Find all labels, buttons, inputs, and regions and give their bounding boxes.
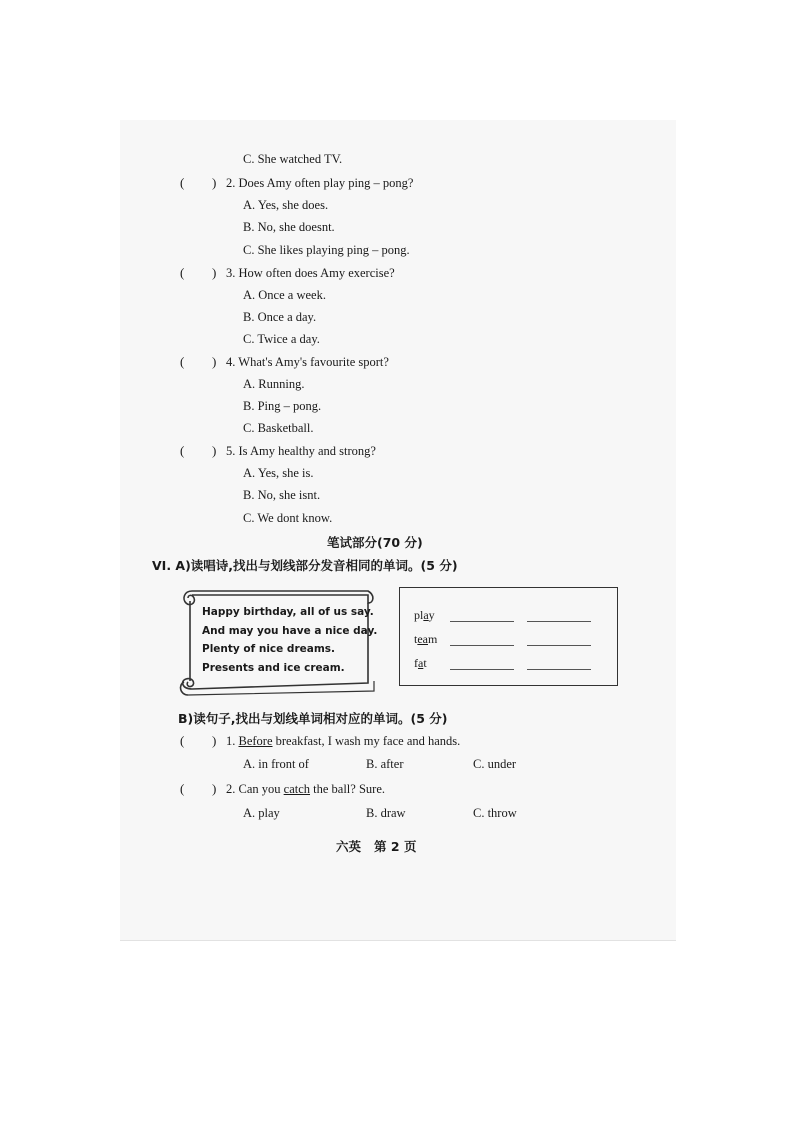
answer-paren-close: )	[212, 781, 217, 796]
word-prefix: pl	[414, 608, 424, 622]
option: C. We dont know.	[243, 511, 333, 525]
answer-blank[interactable]	[527, 621, 591, 622]
answer-paren-open: (	[180, 354, 185, 369]
q1-option-c: C. She watched TV.	[243, 152, 343, 166]
poem-line: Presents and ice cream.	[202, 661, 345, 674]
word-underlined: ea	[417, 632, 428, 646]
answer-paren-open: (	[180, 175, 185, 190]
answer-blank[interactable]	[450, 645, 514, 646]
word-prefix: t	[414, 632, 418, 646]
answer-paren-close: )	[212, 175, 217, 190]
option: B. No, she doesnt.	[243, 220, 335, 234]
answer-paren-open: (	[180, 733, 185, 748]
answer-box	[399, 587, 618, 686]
option: B. Ping – pong.	[243, 399, 322, 413]
answer-paren-open: (	[180, 781, 185, 796]
question-stem: 2. Does Amy often play ping – pong?	[226, 176, 414, 190]
question-stem: 5. Is Amy healthy and strong?	[226, 444, 376, 458]
option: B. draw	[366, 806, 406, 820]
page-footer: 六英 第 2 页	[336, 839, 417, 854]
answer-word-team	[414, 632, 437, 647]
word-suffix: y	[428, 608, 435, 622]
sentence-rest: breakfast, I wash my face and hands.	[272, 734, 461, 748]
option: A. play	[243, 806, 280, 820]
answer-blank[interactable]	[450, 669, 514, 670]
option: A. Yes, she does.	[243, 198, 329, 212]
option: B. after	[366, 757, 404, 771]
answer-paren-close: )	[212, 443, 217, 458]
poem-line: And may you have a nice day.	[202, 624, 378, 637]
question-stem: 3. How often does Amy exercise?	[226, 266, 395, 280]
item-number: 2.	[226, 782, 236, 796]
option: A. Running.	[243, 377, 305, 391]
word-suffix: t	[423, 656, 427, 670]
option: B. No, she isnt.	[243, 488, 321, 502]
option: C. Twice a day.	[243, 332, 320, 346]
option: A. Yes, she is.	[243, 466, 314, 480]
answer-blank[interactable]	[527, 645, 591, 646]
section-vi-heading: VI. A)读唱诗,找出与划线部分发音相同的单词。(5 分)	[152, 558, 458, 573]
sentence-start: Can you	[238, 782, 284, 796]
answer-paren-open: (	[180, 443, 185, 458]
sentence-rest: the ball? Sure.	[310, 782, 385, 796]
underlined-word: Before	[238, 734, 273, 748]
item-number: 1.	[226, 734, 236, 748]
question-stem: 4. What's Amy's favourite sport?	[226, 355, 389, 369]
option: B. Once a day.	[243, 310, 317, 324]
answer-word-play	[414, 608, 435, 623]
answer-blank[interactable]	[450, 621, 514, 622]
answer-paren-open: (	[180, 265, 185, 280]
option: C. She likes playing ping – pong.	[243, 243, 410, 257]
option: C. under	[473, 757, 517, 771]
poem-line: Happy birthday, all of us say.	[202, 606, 374, 618]
word-underlined: a	[418, 656, 424, 670]
option: A. Once a week.	[243, 288, 326, 302]
answer-blank[interactable]	[527, 669, 591, 670]
word-suffix: m	[428, 632, 438, 646]
written-section-title: 笔试部分(70 分)	[327, 535, 423, 550]
poem-line: Plenty of nice dreams.	[202, 643, 336, 655]
poem-scroll	[178, 585, 378, 697]
section-b-heading: B)读句子,找出与划线单词相对应的单词。(5 分)	[178, 711, 448, 726]
word-underlined: a	[423, 608, 429, 622]
option: C. Basketball.	[243, 421, 314, 435]
answer-paren-close: )	[212, 265, 217, 280]
b-item-2-sentence	[226, 782, 385, 797]
word-prefix: f	[414, 656, 418, 670]
poem-text	[202, 603, 377, 677]
option: A. in front of	[243, 757, 309, 771]
b-item-1-sentence	[226, 734, 460, 749]
answer-paren-close: )	[212, 733, 217, 748]
option: C. throw	[473, 806, 517, 820]
answer-paren-close: )	[212, 354, 217, 369]
answer-word-fat	[414, 656, 427, 671]
underlined-word: catch	[283, 782, 311, 796]
